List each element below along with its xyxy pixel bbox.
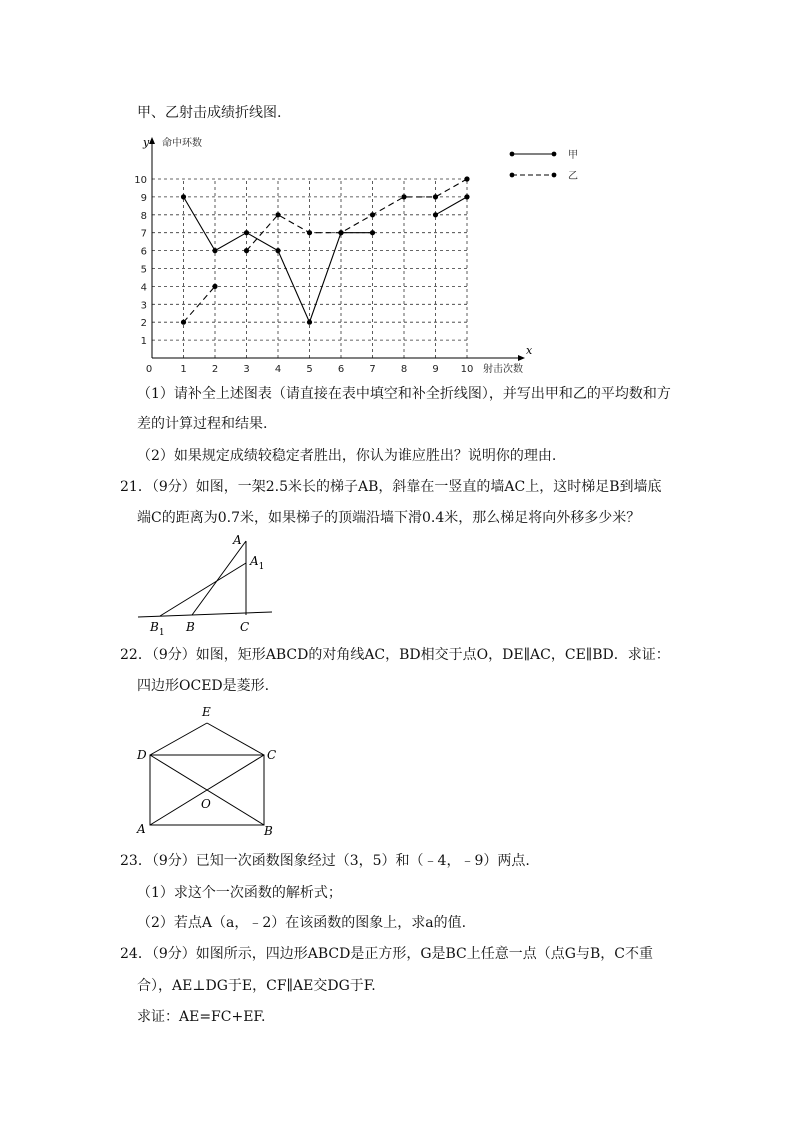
y-axis-letter: y <box>143 136 150 149</box>
data-point-yi <box>338 230 343 235</box>
data-point-jia <box>181 194 186 199</box>
y-tick-label: 10 <box>134 175 147 186</box>
data-point-jia <box>275 248 280 253</box>
x-tick-label: 8 <box>400 364 408 375</box>
x-axis-label: 射击次数 <box>483 364 523 375</box>
question-22-line-2: 四边形OCED是菱形. <box>137 678 270 694</box>
data-point-yi <box>244 248 249 253</box>
data-point-yi <box>275 212 280 217</box>
point-label-b: B <box>186 620 195 634</box>
data-point-jia <box>244 230 249 235</box>
rhombus-figure <box>130 700 290 840</box>
data-point-yi <box>433 194 438 199</box>
y-tick-label: 7 <box>140 228 147 240</box>
data-point-yi <box>464 176 469 181</box>
question-23: 23．（9分）已知一次函数图象经过（3，5）和（﹣4，﹣9）两点. <box>120 853 530 869</box>
y-axis-label: 命中环数 <box>162 138 202 149</box>
chart-caption: 甲、乙射击成绩折线图. <box>137 105 282 121</box>
question-20-part-1-line-1: （1）请补全上述图表（请直接在表中填空和补全折线图），并写出甲和乙的平均数和方 <box>137 386 671 402</box>
legend-label-jia: 甲 <box>568 150 578 161</box>
point-label-c: C <box>267 748 277 762</box>
point-label-a: A <box>233 533 242 547</box>
question-21-line-2: 端C的距离为0.7米，如果梯子的顶端沿墙下滑0.4米，那么梯足将向外移多少米？ <box>137 510 641 526</box>
point-label-c: C <box>240 620 250 634</box>
segment-ec <box>207 723 264 755</box>
question-20-part-1-line-2: 差的计算过程和结果. <box>137 416 268 432</box>
x-tick-label: 7 <box>369 364 376 375</box>
y-tick-label: 5 <box>140 264 147 276</box>
data-point-yi <box>212 284 217 289</box>
data-point-jia <box>433 212 438 217</box>
point-label-d: D <box>137 748 147 762</box>
question-22-line-1: 22．（9分）如图，矩形ABCD的对角线AC，BD相交于点O，DE∥AC，CE∥BD．求证： <box>120 647 670 663</box>
origin-label: 0 <box>145 364 153 375</box>
y-tick-label: 9 <box>140 192 147 204</box>
x-tick-label: 1 <box>180 364 187 375</box>
question-21-line-1: 21．（9分）如图，一架2.5米长的梯子AB，斜靠在一竖直的墙AC上，这时梯足B到墙底 <box>120 479 662 495</box>
legend-marker <box>510 173 515 178</box>
question-23-part-1: （1）求这个一次函数的解析式； <box>137 885 342 901</box>
legend-label-yi: 乙 <box>568 171 578 182</box>
y-tick-label: 8 <box>140 210 147 222</box>
legend-marker <box>552 152 557 157</box>
ladder-a1b1 <box>160 563 246 616</box>
y-tick-label: 6 <box>140 246 147 258</box>
ladder-figure <box>134 535 294 645</box>
question-24-line-2: 合），AE⊥DG于E，CF∥AE交DG于F. <box>137 978 376 994</box>
ladder-ab <box>192 541 246 615</box>
point-label-a1: $A_1$ <box>250 554 265 572</box>
x-axis-arrow <box>518 355 525 361</box>
data-point-yi <box>370 212 375 217</box>
question-24-line-1: 24．（9分）如图所示，四边形ABCD是正方形，G是BC上任意一点（点G与B，C不重 <box>120 946 653 962</box>
question-23-part-2: （2）若点A（a，﹣2）在该函数的图象上，求a的值. <box>137 915 467 931</box>
data-point-jia <box>464 194 469 199</box>
x-tick-label: 2 <box>211 364 219 375</box>
data-point-jia <box>307 320 312 325</box>
line-chart <box>0 128 794 375</box>
data-point-jia <box>370 230 375 235</box>
point-label-a: A <box>137 822 146 836</box>
data-point-yi <box>307 230 312 235</box>
y-tick-label: 3 <box>140 300 147 312</box>
series-line-jia <box>436 197 468 215</box>
point-label-b1: $B_1$ <box>150 620 165 638</box>
x-tick-label: 5 <box>306 364 313 375</box>
data-point-jia <box>212 248 217 253</box>
y-axis-arrow <box>149 137 155 144</box>
x-tick-label: 6 <box>337 364 345 375</box>
point-label-e: E <box>202 705 211 719</box>
x-axis-letter: x <box>526 344 533 357</box>
segment-de <box>150 723 207 755</box>
x-tick-label: 10 <box>460 364 474 375</box>
data-point-yi <box>181 320 186 325</box>
ground-line <box>138 612 272 617</box>
legend-marker <box>510 152 515 157</box>
legend-marker <box>552 173 557 178</box>
y-tick-label: 1 <box>140 336 147 348</box>
question-20-part-2: （2）如果规定成绩较稳定者胜出，你认为谁应胜出？说明你的理由. <box>137 448 557 464</box>
x-tick-label: 4 <box>274 364 282 375</box>
x-tick-label: 9 <box>432 364 439 375</box>
y-tick-label: 4 <box>140 282 147 294</box>
y-tick-label: 2 <box>140 318 147 330</box>
point-label-b: B <box>264 824 273 838</box>
data-point-yi <box>401 194 406 199</box>
question-24-line-3: 求证：AE=FC+EF. <box>137 1009 266 1025</box>
x-tick-label: 3 <box>243 364 250 375</box>
point-label-o: O <box>201 797 211 811</box>
